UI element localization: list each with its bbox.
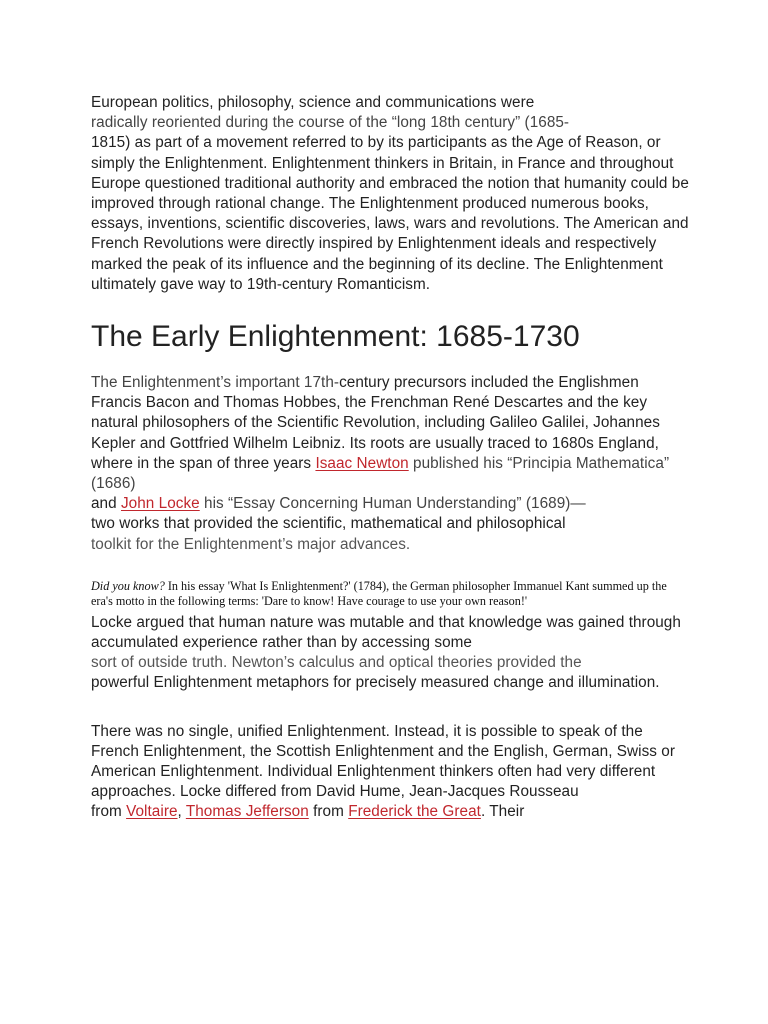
section3-from-2: from [308, 803, 349, 821]
did-you-know-label: Did you know? [91, 578, 165, 593]
section1-text-b: century precursors included the Englishmen Francis Bacon and Thomas Hobbes, the Frenchman René Descartes and the key natural philosophers of the Scientific Revolution, including Galileo Galilei, Johannes Kepler and Gottfried Wilhelm Leibniz. Its roots are usually traced to 1680s England, where in the span of three years [91, 374, 660, 472]
section1-text-d: and [91, 495, 121, 513]
link-frederick-the-great[interactable]: Frederick the Great [348, 803, 481, 821]
section1-text-c: published his “Principia Mathematica” (1686) [91, 454, 670, 493]
section1-paragraph [91, 373, 691, 555]
section1-text-f: two works that provided the scientific, mathematical and philosophical [91, 515, 566, 533]
intro-text-3: 1815) as part of a movement referred to by its participants as the Age of Reason, or simply the Enlightenment. Enlightenment thinkers in Britain, in France and throughout Europe questioned traditional authority and embraced the notion that humanity could be improved through rational change. The Enlightenment produced numerous books, essays, inventions, scientific discoveries, laws, wars and revolutions. The American and French Revolutions were directly inspired by Enlightenment ideals and respectively marked the peak of its influence and the beginning of its decline. The Enlightenment ultimately gave way to 19th-century Romanticism. [91, 134, 689, 293]
did-you-know-text: In his essay 'What Is Enlightenment?' (1784), the German philosopher Immanuel Kant summed up the era's motto in the following terms: 'Dare to know! Have courage to use your own reason!' [91, 578, 667, 609]
section2-text-c: powerful Enlightenment metaphors for precisely measured change and illumination. [91, 674, 660, 692]
intro-text-2: radically reoriented during the course of the “long 18th century” (1685- [91, 114, 570, 132]
intro-paragraph [91, 93, 691, 295]
intro-text-1: European politics, philosophy, science and communications were [91, 94, 535, 111]
section1-text-e: his “Essay Concerning Human Understanding” (1689)— [199, 495, 586, 513]
link-isaac-newton[interactable]: Isaac Newton [315, 454, 409, 472]
section3-end: . Their [480, 803, 525, 821]
section2-paragraph [91, 613, 691, 694]
section1-text-g: toolkit for the Enlightenment’s major advances. [91, 535, 411, 553]
did-you-know-box [91, 579, 691, 610]
link-thomas-jefferson[interactable]: Thomas Jefferson [185, 803, 309, 821]
section2-text-a: Locke argued that human nature was mutable and that knowledge was gained through accumulated experience rather than by accessing some [91, 613, 681, 652]
section3-comma: , [177, 803, 186, 821]
section1-text-a: The Enlightenment’s important 17th- [91, 374, 340, 392]
section2-text-b: sort of outside truth. Newton’s calculus and optical theories provided the [91, 654, 582, 672]
link-voltaire[interactable]: Voltaire [126, 803, 178, 821]
document-page [91, 93, 691, 823]
section3-from-1: from [91, 803, 127, 821]
link-john-locke[interactable]: John Locke [120, 495, 200, 513]
section-heading-early-enlightenment: The Early Enlightenment: 1685-1730 [91, 320, 580, 354]
section3-paragraph [91, 722, 691, 823]
section3-text-a: There was no single, unified Enlightenment. Instead, it is possible to speak of the French Enlightenment, the Scottish Enlightenment and the English, German, Swiss or American Enlightenment. Individual Enlightenment thinkers often had very different approaches. Locke differed from David Hume, Jean-Jacques Rousseau [91, 722, 675, 801]
